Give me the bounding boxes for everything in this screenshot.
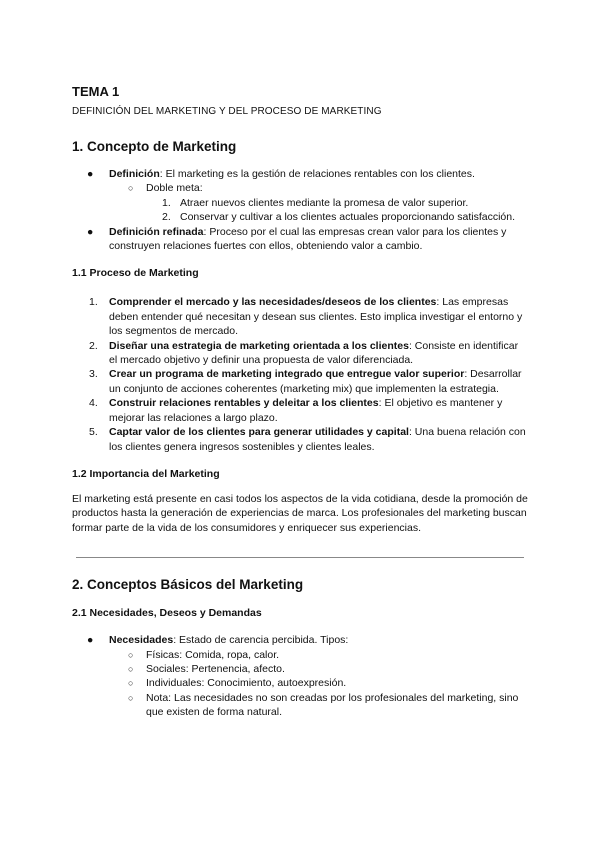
section-heading-conceptos-basicos: 2. Conceptos Básicos del Marketing (72, 577, 304, 593)
document-page (72, 84, 528, 720)
term: Necesidades (109, 634, 174, 647)
list-item (72, 691, 528, 720)
list-item (72, 225, 528, 254)
term: Definición refinada (109, 225, 204, 238)
definition-text: : El marketing es la gestión de relaciones rentables con los clientes. (159, 168, 475, 180)
list-number: 1. (162, 196, 171, 209)
step-term: Captar valor de los clientes para generar utilidades y capital (109, 426, 409, 439)
list-item (72, 196, 528, 210)
definition-list (72, 167, 528, 253)
definition-text: : Proceso por el cual las empresas crean valor para los clientes y construyen relaciones fuertes con ellos, obteniendo valor a cambio. (109, 225, 507, 253)
step-term: Crear un programa de marketing integrado que entregue valor superior (109, 368, 465, 381)
hollow-bullet-icon: ○ (128, 692, 134, 703)
section-heading-concepto: 1. Concepto de Marketing (72, 139, 237, 154)
hollow-bullet-icon: ○ (128, 649, 134, 660)
bullet-icon: ● (87, 225, 94, 238)
subsection-heading-proceso: 1.1 Proceso de Marketing (72, 267, 199, 280)
document-title: TEMA 1 (72, 84, 120, 99)
list-item (72, 181, 528, 195)
list-item (72, 367, 528, 396)
list-item (72, 425, 528, 454)
paragraph: El marketing está presente en casi todos los aspectos de la vida cotidiana, desde la promoción de productos hasta la generación de experiencias de marca. Los profesionales del marketing buscan formar parte de la vida de los consumidores y enriquecer sus experiencias. (72, 492, 528, 534)
bullet-icon: ● (87, 168, 94, 180)
list-number: 5. (89, 426, 98, 439)
list-number: 2. (162, 211, 171, 224)
list-item (72, 676, 528, 690)
process-steps-list (72, 295, 528, 453)
step-text: : Desarrollar un conjunto de acciones coherentes (marketing mix) que implementen la estrategia. (109, 368, 522, 395)
need-type-text: Físicas: Comida, ropa, calor. (146, 648, 280, 661)
list-item (72, 662, 528, 676)
list-item (72, 167, 528, 181)
list-item (72, 295, 528, 338)
list-number: 3. (89, 368, 98, 381)
list-number: 1. (89, 296, 98, 309)
need-type-text: Nota: Las necesidades no son creadas por los profesionales del marketing, sino que existen de forma natural. (146, 691, 519, 719)
hollow-bullet-icon: ○ (128, 663, 134, 674)
list-number: 4. (89, 397, 98, 410)
goal-text: Conservar y cultivar a los clientes actuales proporcionando satisfacción. (180, 211, 516, 224)
list-item (72, 633, 528, 647)
section-divider (76, 557, 524, 558)
list-item (72, 648, 528, 662)
step-text: : Consiste en identificar el mercado objetivo y definir una propuesta de valor diferenciada. (109, 339, 519, 367)
list-item (72, 339, 528, 368)
goal-text: Atraer nuevos clientes mediante la promesa de valor superior. (180, 196, 469, 209)
step-term: Construir relaciones rentables y deleitar a los clientes (109, 397, 379, 410)
definition-text: : Estado de carencia percibida. Tipos: (173, 634, 349, 647)
hollow-bullet-icon: ○ (128, 183, 134, 194)
document-subtitle: DEFINICIÓN DEL MARKETING Y DEL PROCESO DE MARKETING (72, 106, 382, 117)
step-text: : El objetivo es mantener y mejorar las relaciones a largo plazo. (109, 397, 503, 424)
need-type-text: Individuales: Conocimiento, autoexpresión. (146, 677, 347, 690)
step-term: Comprender el mercado y las necesidades/deseos de los clientes (109, 296, 437, 309)
list-item (72, 396, 528, 425)
need-type-text: Sociales: Pertenencia, afecto. (146, 662, 285, 675)
sublist-label: Doble meta: (146, 182, 203, 195)
term: Definición (109, 168, 160, 180)
bullet-icon: ● (87, 634, 94, 647)
list-number: 2. (89, 339, 98, 352)
list-item (72, 210, 528, 224)
needs-list (72, 633, 528, 719)
subsection-heading-necesidades: 2.1 Necesidades, Deseos y Demandas (72, 607, 262, 620)
step-text: : Una buena relación con los clientes genera ingresos sostenibles y clientes leales. (109, 426, 526, 453)
hollow-bullet-icon: ○ (128, 678, 134, 689)
subsection-heading-importancia: 1.2 Importancia del Marketing (72, 467, 220, 480)
step-text: : Las empresas deben entender qué necesitan y desean sus clientes. Esto implica investigar el entorno y los segmentos de mercado. (109, 296, 523, 338)
step-term: Diseñar una estrategia de marketing orientada a los clientes (109, 339, 409, 352)
